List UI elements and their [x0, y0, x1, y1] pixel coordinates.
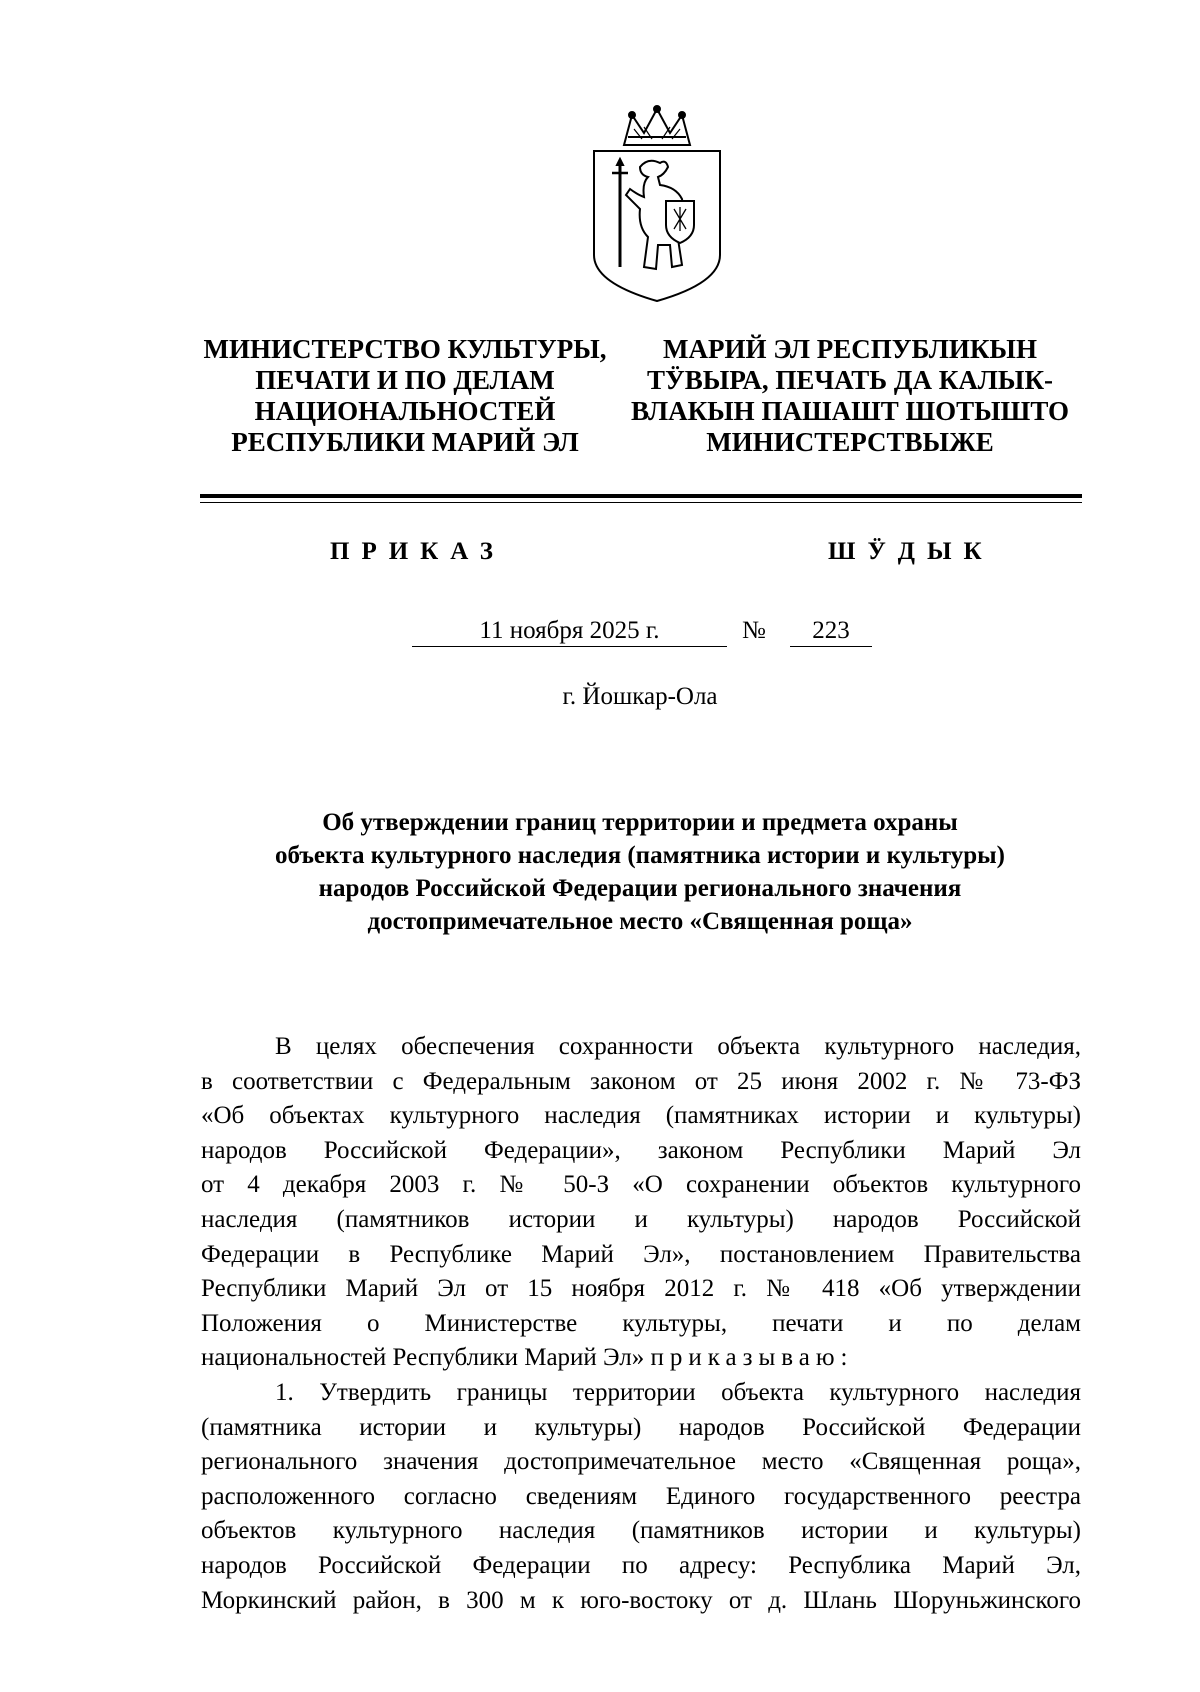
body-line-order-clause [201, 1341, 1081, 1376]
body-line: В целях обеспечения сохранности объекта культурного наследия, [275, 1033, 1081, 1060]
body-line: народов Российской Федерации по адресу: Республика Марий Эл, [201, 1551, 1081, 1579]
body-line: 1. Утвердить границы территории объекта культурного наследия [275, 1378, 1081, 1406]
title-line: Об утверждении границ территории и предмета охраны [322, 809, 958, 836]
order-body [201, 1030, 1081, 1618]
body-line: Федерации в Республике Марий Эл», постановлением Правительства [201, 1240, 1081, 1268]
header-divider-thick [200, 494, 1082, 498]
org-name-line: ТӰВЫРА, ПЕЧАТЬ ДА КАЛЫК- [646, 365, 1054, 395]
org-name-line: ПЕЧАТИ И ПО ДЕЛАМ [255, 365, 555, 395]
body-line: объектов культурного наследия (памятников истории и культуры) [201, 1517, 1081, 1545]
org-name-line: МИНИСТЕРСТВО КУЛЬТУРЫ, [203, 334, 607, 364]
body-line: Положения о Министерстве культуры, печати и по делам [201, 1309, 1081, 1337]
org-name-russian [170, 334, 640, 458]
body-line: Республики Марий Эл от 15 ноября 2012 г. № 418 «Об утверждении [201, 1275, 1081, 1303]
body-line: от 4 декабря 2003 г. № 50-З «О сохранении объектов культурного [201, 1171, 1081, 1199]
body-line: в соответствии с Федеральным законом от 25 июня 2002 г. № 73-ФЗ [201, 1067, 1081, 1095]
org-name-mari [620, 334, 1080, 458]
body-line: Моркинский район, в 300 м к юго-востоку от д. Шлань Шоруньжинского [201, 1586, 1081, 1614]
body-line: «Об объектах культурного наследия (памятниках истории и культуры) [201, 1102, 1081, 1130]
org-name-line: МИНИСТЕРСТВЫЖЕ [706, 427, 994, 457]
org-name-line: НАЦИОНАЛЬНОСТЕЙ [254, 396, 556, 426]
title-line: народов Российской Федерации регионального значения [318, 875, 962, 902]
body-line: народов Российской Федерации», законом Республики Марий Эл [201, 1136, 1081, 1164]
title-line: объекта культурного наследия (памятника истории и культуры) [274, 842, 1005, 869]
header-divider-thin [200, 502, 1082, 503]
number-sign: № [742, 617, 766, 644]
body-line: расположенного согласно сведениям Единого государственного реестра [201, 1482, 1081, 1510]
org-name-line: МАРИЙ ЭЛ РЕСПУБЛИКЫН [663, 334, 1037, 364]
city: г. Йошкар-Ола [562, 683, 718, 710]
body-line: наследия (памятников истории и культуры) народов Российской [201, 1205, 1081, 1233]
org-name-line: ВЛАКЫН ПАШАШТ ШОТЫШТО [631, 396, 1069, 426]
order-number: 223 [790, 616, 872, 647]
order-title [200, 806, 1080, 938]
body-line: (памятника истории и культуры) народов Российской Федерации [201, 1413, 1081, 1441]
order-date: 11 ноября 2025 г. [412, 616, 727, 647]
title-line: достопримечательное место «Священная роща» [367, 908, 913, 935]
body-line: регионального значения достопримечательное место «Священная роща», [201, 1448, 1081, 1476]
doc-type-russian: ПРИКАЗ [330, 538, 505, 565]
org-name-line: РЕСПУБЛИКИ МАРИЙ ЭЛ [231, 427, 579, 457]
doc-type-mari: ШӰДЫК [828, 538, 994, 565]
order-verb: приказываю: [650, 1344, 854, 1372]
body-text: национальностей Республики Марий Эл» [201, 1344, 645, 1372]
coat-of-arms-icon [582, 105, 732, 305]
